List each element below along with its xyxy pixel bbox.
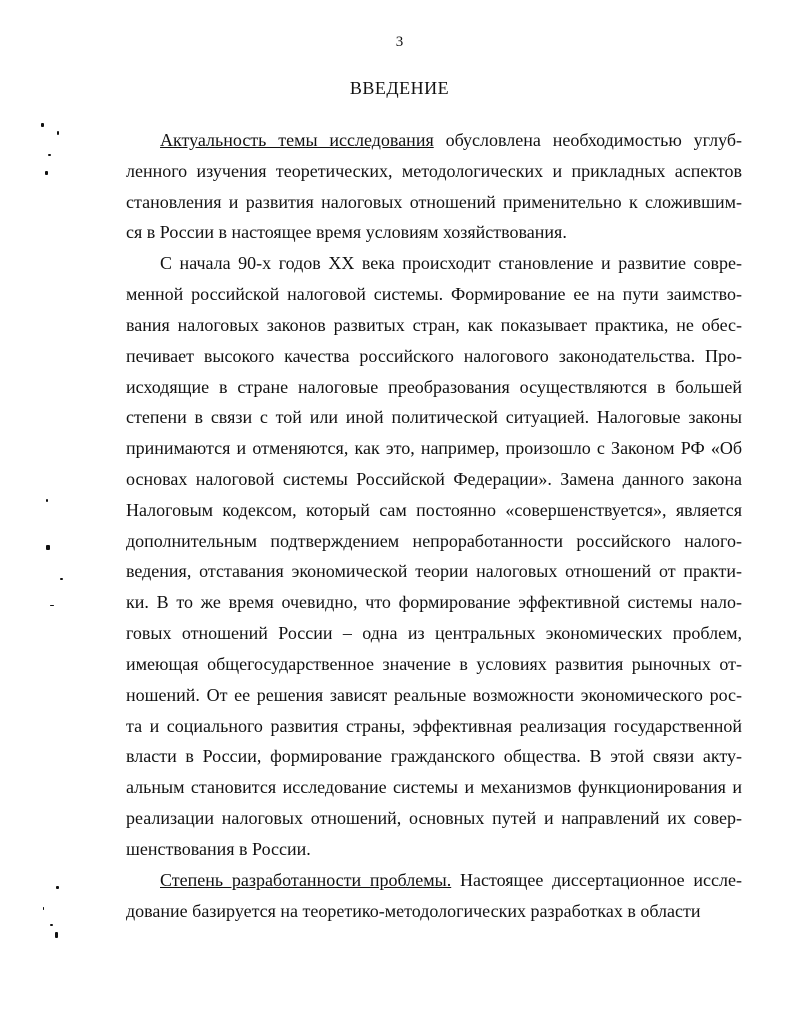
text-line <box>126 378 742 396</box>
scan-speck <box>50 605 54 606</box>
scan-speck <box>46 499 48 502</box>
underlined-heading: Актуальность темы исследования <box>160 130 434 150</box>
underlined-heading: Степень разработанности проблемы. <box>160 870 452 890</box>
text-line <box>126 347 742 365</box>
text-run: вания налоговых законов развитых стран, как показывает практика, не обес- <box>126 315 742 335</box>
text-line <box>126 501 742 519</box>
scan-speck <box>55 932 58 938</box>
text-run: печивает высокого качества российского налогового законодательства. Про- <box>126 346 742 366</box>
text-run: дополнительным подтверждением непроработанности российского налого- <box>126 531 742 551</box>
text-run: принимаются и отменяются, как это, например, произошло с Законом РФ «Об <box>126 438 742 458</box>
text-line <box>160 131 742 149</box>
scan-speck <box>57 131 59 135</box>
scan-speck <box>60 578 63 580</box>
text-line <box>126 778 742 796</box>
text-run: степени в связи с той или иной политической ситуацией. Налоговые законы <box>126 407 742 427</box>
scan-speck <box>41 123 44 127</box>
text-run: имеющая общегосударственное значение в условиях развития рыночных от- <box>126 654 742 674</box>
text-line <box>126 624 742 642</box>
text-line <box>126 686 742 704</box>
text-run: становления и развития налоговых отношений применительно к сложившим- <box>126 192 742 212</box>
text-run: та и социального развития страны, эффективная реализация государственной <box>126 716 742 736</box>
text-run: менной российской налоговой системы. Формирование ее на пути заимство- <box>126 284 742 304</box>
scan-speck <box>46 545 50 550</box>
text-line <box>126 562 742 580</box>
text-line <box>126 840 311 858</box>
text-line <box>126 162 742 180</box>
text-run: ведения, отставания экономической теории налоговых отношений от практи- <box>126 561 742 581</box>
text-run: говых отношений России – одна из центральных экономических проблем, <box>126 623 742 643</box>
text-line <box>126 316 742 334</box>
text-line <box>126 470 742 488</box>
text-line <box>126 593 742 611</box>
scan-speck <box>45 171 48 175</box>
text-run: ленного изучения теоретических, методологических и прикладных аспектов <box>126 161 742 181</box>
scan-speck <box>43 907 44 910</box>
page-title: ВВЕДЕНИЕ <box>349 78 450 98</box>
text-run: исходящие в стране налоговые преобразования осуществляются в большей <box>126 377 742 397</box>
text-run: Настоящее диссертационное иссле- <box>451 870 742 890</box>
text-line <box>126 223 567 241</box>
text-line <box>126 902 701 920</box>
text-line <box>126 747 742 765</box>
text-line <box>126 532 742 550</box>
text-run: альным становится исследование системы и механизмов функционирования и <box>126 777 742 797</box>
text-line <box>126 717 742 735</box>
text-line <box>126 193 742 211</box>
scan-speck <box>50 924 53 926</box>
text-run: Налоговым кодексом, который сам постоянно «совершенствуется», является <box>126 500 742 520</box>
text-run: шенствования в России. <box>126 839 311 859</box>
scan-speck <box>48 154 51 156</box>
text-run: реализации налоговых отношений, основных путей и направлений их совер- <box>126 808 742 828</box>
text-run: ся в России в настоящее время условиям хозяйствования. <box>126 222 567 242</box>
text-line <box>160 254 742 272</box>
page-number: 3 <box>395 34 404 50</box>
text-run: основах налоговой системы Российской Федерации». Замена данного закона <box>126 469 742 489</box>
text-run: С начала 90-х годов XX века происходит становление и развитие совре- <box>160 253 742 273</box>
text-run: ношений. От ее решения зависят реальные возможности экономического рос- <box>126 685 742 705</box>
text-run: ки. В то же время очевидно, что формирование эффективной системы нало- <box>126 592 742 612</box>
text-line <box>126 439 742 457</box>
text-run: обусловлена необходимостью углуб- <box>433 130 742 150</box>
text-run: власти в России, формирование гражданского общества. В этой связи акту- <box>126 746 742 766</box>
text-line <box>126 408 742 426</box>
text-line <box>160 871 742 889</box>
text-line <box>126 285 742 303</box>
text-run: дование базируется на теоретико-методологических разработках в области <box>126 901 701 921</box>
text-line <box>126 655 742 673</box>
text-line <box>126 809 742 827</box>
scan-speck <box>56 886 59 889</box>
